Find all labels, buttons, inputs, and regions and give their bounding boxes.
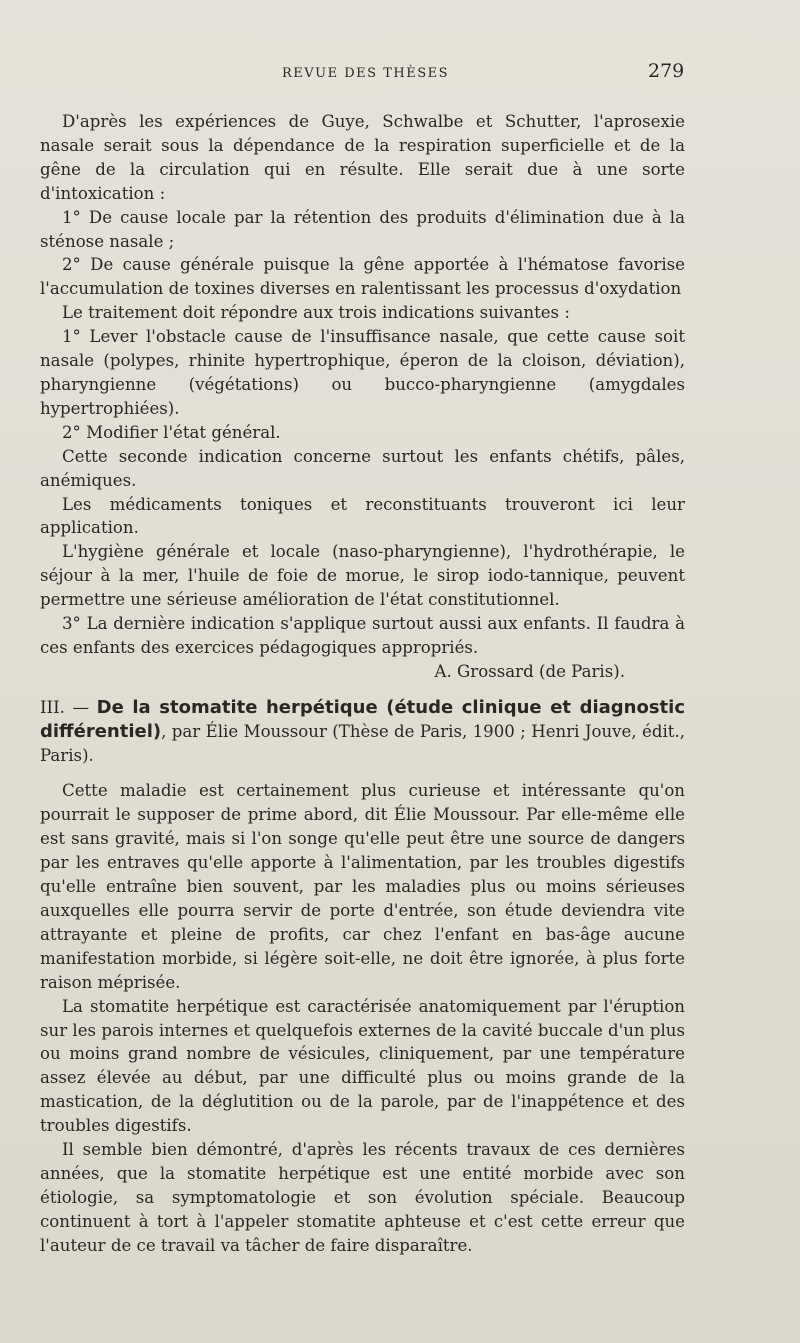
page-number: 279 — [648, 60, 685, 82]
paragraph: 2° De cause générale puisque la gêne apportée à l'hématose favorise l'accumulation de toxines diverses en ralentissant les processus d'oxydation — [40, 255, 685, 299]
running-title: REVUE DES THÈSES — [282, 66, 449, 81]
paragraph: 1° De cause locale par la rétention des produits d'élimination due à la sténose nasale ; — [40, 207, 685, 251]
thesis-title: De la stomatite herpétique (étude clinique et diagnostic différentiel) — [40, 696, 685, 742]
section-numeral: III. — — [40, 697, 97, 717]
review-signature: A. Grossard (de Paris). — [434, 661, 625, 681]
paragraph: L'hygiène générale et locale (naso-pharyngienne), l'hydrothérapie, le séjour à la mer, l'huile de foie de morue, le sirop iodo-tannique, peuvent permettre une sérieuse amélioration de l'état constitutionnel. — [40, 542, 685, 610]
paragraph: Les médicaments toniques et reconstituants trouveront ici leur application. — [40, 494, 685, 538]
paragraph: Le traitement doit répondre aux trois indications suivantes : — [62, 303, 570, 323]
paragraph: Il semble bien démontré, d'après les récents travaux de ces dernières années, que la stomatite herpétique est une entité morbide avec son étiologie, sa symptomatologie et son évolution spéciale. Beaucoup continuent à tort à l'appeler stomatite aphteuse et c'est cette erreur que l'auteur de ce travail va tâcher de faire disparaître. — [40, 1140, 685, 1255]
paragraph: La stomatite herpétique est caractérisée anatomiquement par l'éruption sur les parois internes et quelquefois externes de la cavité buccale d'un plus ou moins grand nombre de vésicules, cliniquement, par une température assez élevée au début, par une difficulté plus ou moins grande de la mastication, de la déglutition ou de la parole, par de l'inappétence et des troubles digestifs. — [40, 996, 686, 1136]
paragraph: 2° Modifier l'état général. — [62, 422, 281, 442]
section-heading — [40, 696, 685, 768]
thesis-citation: , par Élie Moussour (Thèse de Paris, 1900 ; Henri Jouve, édit., Paris). — [40, 721, 685, 765]
page-header — [0, 60, 800, 90]
paragraph: D'après les expériences de Guye, Schwalbe et Schutter, l'aprosexie nasale serait sous la dépendance de la respiration superficielle et de la gêne de la circulation qui en résulte. Elle serait due à une sorte d'intoxication : — [40, 112, 685, 203]
paragraph: Cette seconde indication concerne surtout les enfants chétifs, pâles, anémiques. — [40, 446, 685, 490]
paragraph: Cette maladie est certainement plus curieuse et intéressante qu'on pourrait le supposer de prime abord, dit Élie Moussour. Par elle-même elle est sans gravité, mais si l'on songe qu'elle peut être une source de dangers par les entraves qu'elle apporte à l'alimentation, par les troubles digestifs qu'elle entraîne bien souvent, par les maladies plus ou moins sérieuses auxquelles elle pourra servir de porte d'entrée, son étude deviendra vite attrayante et pleine de profits, car chez l'enfant en bas-âge aucune manifestation morbide, si légère soit-elle, ne doit être ignorée, à plus forte raison méprisée. — [40, 781, 685, 992]
paragraph: 3° La dernière indication s'applique surtout aussi aux enfants. Il faudra à ces enfants des exercices pédagogiques appropriés. — [40, 614, 685, 657]
body-text — [40, 110, 685, 1258]
paragraph: 1° Lever l'obstacle cause de l'insuffisance nasale, que cette cause soit nasale (polypes, rhinite hypertrophique, éperon de la cloison, déviation), pharyngienne (végétations) ou bucco-pharyngienne (amygdales hypertrophiées). — [40, 327, 685, 418]
